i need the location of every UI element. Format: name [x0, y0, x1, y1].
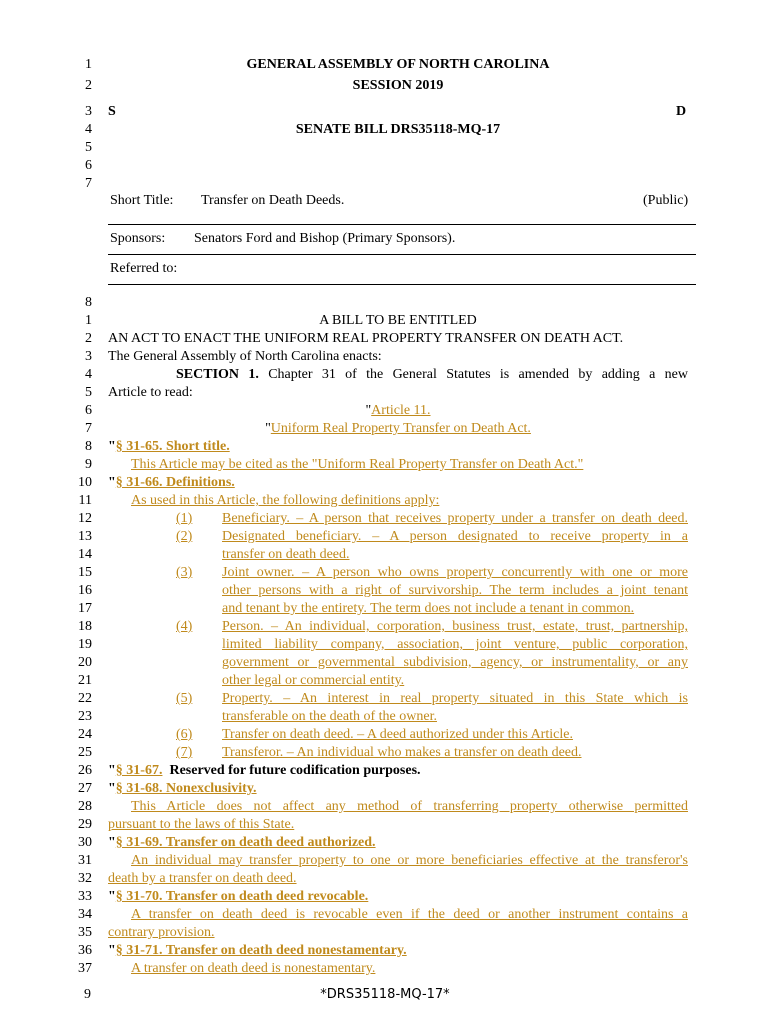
definition-text: Designated beneficiary. – A person designated to receive property in a: [222, 529, 688, 544]
section-text: pursuant to the laws of this State.: [108, 817, 295, 832]
line-number: 28: [78, 799, 92, 814]
definition-text: transfer on death deed.: [222, 547, 350, 562]
section-31-65-heading: [108, 438, 230, 456]
definition-text: Person. – An individual, corporation, business trust, estate, trust, partnership,: [222, 619, 688, 634]
divider: [108, 254, 696, 255]
page-number: 9: [84, 987, 91, 1002]
line-number: 1: [85, 313, 92, 328]
short-title-label: Short Title:: [110, 193, 174, 208]
document-id: *DRS35118-MQ-17*: [320, 987, 450, 1002]
section-31-69-heading: [108, 834, 376, 852]
referred-to-label: Referred to:: [110, 261, 178, 276]
line-number: 3: [85, 104, 92, 119]
divider: [108, 284, 696, 285]
section-reserved-text: Reserved for future codification purposes.: [169, 763, 421, 778]
definition-number: (5): [176, 691, 193, 706]
quote-mark: ": [108, 835, 116, 850]
sponsors: Senators Ford and Bishop (Primary Sponsors).: [194, 231, 456, 246]
section-31-66-heading: [108, 474, 235, 492]
line-number: 2: [85, 331, 92, 346]
line-number: 16: [78, 583, 92, 598]
line-number: 19: [78, 637, 92, 652]
line-number: 32: [78, 871, 92, 886]
line-number: 6: [85, 403, 92, 418]
definition-number: (1): [176, 511, 193, 526]
definition-text: other persons with a right of survivorship. The term includes a joint tenant: [222, 583, 688, 598]
section-31-71-heading: [108, 942, 407, 960]
line-number: 22: [78, 691, 92, 706]
line-number: 35: [78, 925, 92, 940]
line-number: 11: [78, 493, 92, 508]
line-number: 36: [78, 943, 92, 958]
line-number: 7: [85, 421, 92, 436]
line-number: 10: [78, 475, 92, 490]
quote-mark: ": [265, 421, 271, 436]
line-number: 20: [78, 655, 92, 670]
line-number: 12: [78, 511, 92, 526]
line-number: 4: [85, 122, 92, 137]
section-1-label: SECTION 1.: [176, 367, 259, 382]
section-1-continuation: Article to read:: [108, 385, 193, 400]
line-number: 26: [78, 763, 92, 778]
section-heading-text: § 31-71. Transfer on death deed nonestamentary.: [115, 943, 407, 958]
line-number: 5: [85, 140, 92, 155]
line-number: 23: [78, 709, 92, 724]
section-heading-text: § 31-69. Transfer on death deed authorized.: [115, 835, 376, 850]
section-heading-text: § 31-70. Transfer on death deed revocable.: [115, 889, 369, 904]
definition-text: Joint owner. – A person who owns property concurrently with one or more: [222, 565, 688, 580]
line-number: 5: [85, 385, 92, 400]
quote-mark: ": [108, 889, 116, 904]
act-title: AN ACT TO ENACT THE UNIFORM REAL PROPERTY TRANSFER ON DEATH ACT.: [108, 331, 624, 346]
sponsors-label: Sponsors:: [110, 231, 166, 246]
quote-mark: ": [365, 403, 372, 418]
divider: [108, 224, 696, 225]
definition-text: Transferor. – An individual who makes a transfer on death deed.: [222, 745, 582, 760]
line-number: 17: [78, 601, 92, 616]
line-number: 15: [78, 565, 92, 580]
section-text: This Article does not affect any method of transferring property otherwise permitted: [131, 799, 688, 814]
section-31-68-heading: [108, 780, 257, 798]
line-number: 9: [85, 457, 92, 472]
line-number: 4: [85, 367, 92, 382]
definition-text: limited liability company, association, joint venture, public corporation,: [222, 637, 688, 652]
definition-text: transferable on the death of the owner.: [222, 709, 437, 724]
line-number: 14: [78, 547, 92, 562]
section-number: § 31-67.: [115, 763, 163, 778]
line-number: 13: [78, 529, 92, 544]
article-number: Article 11.: [371, 403, 431, 418]
section-text: A transfer on death deed is nonestamentary.: [131, 961, 376, 976]
quote-mark: ": [108, 763, 116, 778]
article-heading: [108, 402, 688, 420]
quote-mark: ": [108, 943, 116, 958]
line-number: 6: [85, 158, 92, 173]
section-text: A transfer on death deed is revocable even if the deed or another instrument contains a: [131, 907, 688, 922]
line-number: 8: [85, 439, 92, 454]
bill-id: SENATE BILL DRS35118-MQ-17: [295, 122, 501, 137]
article-title-text: Uniform Real Property Transfer on Death Act.: [270, 421, 531, 436]
definition-text: Property. – An interest in real property situated in this State which is: [222, 691, 688, 706]
line-number: 24: [78, 727, 92, 742]
definition-number: (7): [176, 745, 193, 760]
article-title: [108, 420, 688, 438]
section-text: death by a transfer on death deed.: [108, 871, 297, 886]
short-title: Transfer on Death Deeds.: [201, 193, 345, 208]
line-number: 31: [78, 853, 92, 868]
definition-number: (3): [176, 565, 193, 580]
chamber-marker: S: [108, 104, 116, 119]
definition-text: and tenant by the entirety. The term does not include a tenant in common.: [222, 601, 635, 616]
section-31-70-heading: [108, 888, 368, 906]
quote-mark: ": [108, 439, 116, 454]
line-number: 8: [85, 295, 92, 310]
enacting-clause: The General Assembly of North Carolina enacts:: [108, 349, 382, 364]
section-text: contrary provision.: [108, 925, 215, 940]
draft-marker: D: [676, 104, 687, 119]
assembly-heading: GENERAL ASSEMBLY OF NORTH CAROLINA: [246, 57, 550, 72]
section-heading-text: § 31-66. Definitions.: [115, 475, 235, 490]
line-number: 7: [85, 176, 92, 191]
definition-text: government or governmental subdivision, agency, or instrumentality, or any: [222, 655, 688, 670]
section-text: An individual may transfer property to one or more beneficiaries effective at the transferor's: [131, 853, 688, 868]
line-number: 21: [78, 673, 92, 688]
section-heading-text: § 31-65. Short title.: [115, 439, 230, 454]
line-number: 29: [78, 817, 92, 832]
line-number: 2: [85, 78, 92, 93]
line-number: 37: [78, 961, 92, 976]
quote-mark: ": [108, 781, 116, 796]
section-31-67-heading: [108, 762, 421, 780]
section-31-65-text: This Article may be cited as the "Uniform Real Property Transfer on Death Act.": [131, 457, 584, 472]
quote-mark: ": [108, 475, 116, 490]
definition-text: other legal or commercial entity.: [222, 673, 405, 688]
bill-title: A BILL TO BE ENTITLED: [319, 313, 477, 328]
line-number: 30: [78, 835, 92, 850]
session-heading: SESSION 2019: [352, 78, 444, 93]
definition-number: (2): [176, 529, 193, 544]
definition-text: Beneficiary. – A person that receives property under a transfer on death deed.: [222, 511, 688, 526]
definition-number: (6): [176, 727, 193, 742]
section-1: [176, 366, 688, 384]
line-number: 18: [78, 619, 92, 634]
definition-number: (4): [176, 619, 193, 634]
public-label: (Public): [643, 193, 689, 208]
line-number: 34: [78, 907, 92, 922]
definition-text: Transfer on death deed. – A deed authorized under this Article.: [222, 727, 573, 742]
line-number: 27: [78, 781, 92, 796]
line-number: 25: [78, 745, 92, 760]
line-number: 1: [85, 57, 92, 72]
section-1-text: Chapter 31 of the General Statutes is amended by adding a new: [268, 367, 688, 382]
line-number: 33: [78, 889, 92, 904]
section-31-66-text: As used in this Article, the following definitions apply:: [131, 493, 440, 508]
section-heading-text: § 31-68. Nonexclusivity.: [115, 781, 257, 796]
line-number: 3: [85, 349, 92, 364]
